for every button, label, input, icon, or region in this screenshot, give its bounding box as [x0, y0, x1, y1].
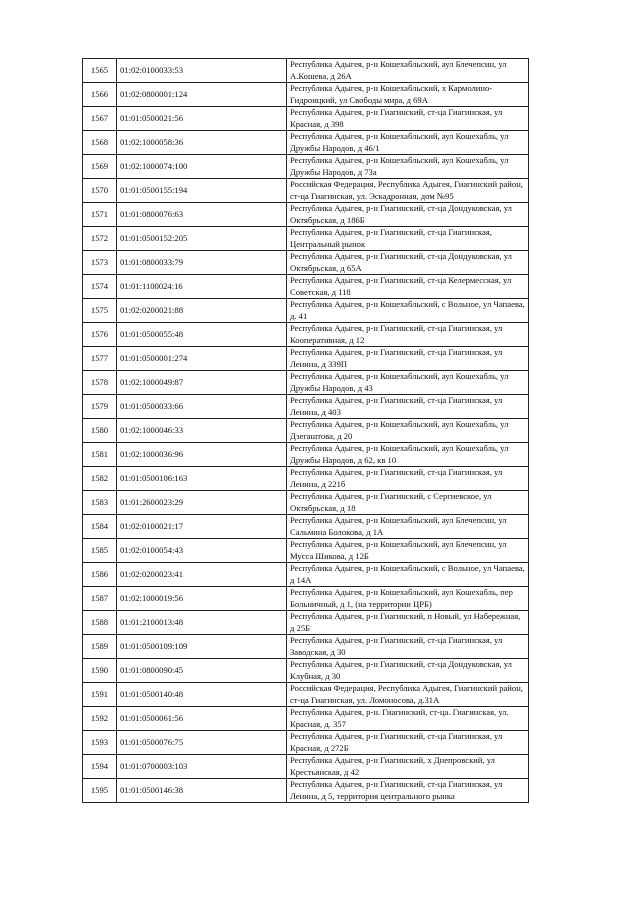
cadastral-number-cell: 01:01:0500033:66 [117, 395, 287, 419]
cadastral-number-cell: 01:02:0100033:53 [117, 59, 287, 83]
row-number-cell: 1578 [83, 371, 117, 395]
row-number-cell: 1568 [83, 131, 117, 155]
table-row [83, 659, 529, 683]
address-cell: Республика Адыгея, р-н Гиагинский, ст-ца Гиагинская, ул Заводская, д 30 [287, 635, 529, 659]
table-row [83, 347, 529, 371]
cadastral-number-cell: 01:02:0100054:43 [117, 539, 287, 563]
address-cell: Республика Адыгея, р-н Кошехабльский, аул Кошехабль, пер Больничный, д 1, (на территории ЦРБ) [287, 587, 529, 611]
address-cell: Республика Адыгея, р-н Кошехабльский, с Вольное, ул Чапаева, д. 41 [287, 299, 529, 323]
row-number-cell: 1566 [83, 83, 117, 107]
row-number-cell: 1593 [83, 731, 117, 755]
table-row [83, 515, 529, 539]
cadastral-number-cell: 01:01:0500152:205 [117, 227, 287, 251]
address-cell: Республика Адыгея, р-н Гиагинский, п Новый, ул Набережная, д 25Б [287, 611, 529, 635]
row-number-cell: 1591 [83, 683, 117, 707]
registry-table-body [83, 59, 529, 803]
address-cell: Республика Адыгея, р-н Кошехабльский, аул Блечепсин, ул А.Кошева, д 26А [287, 59, 529, 83]
table-row [83, 299, 529, 323]
address-cell: Российская Федерация, Республика Адыгея, Гиагинский район, ст-ца Гиагинская, ул. Эскадронная, дом №95 [287, 179, 529, 203]
address-cell: Республика Адыгея, р-н Гиагинский, х Днепровский, ул Крестьянская, д 42 [287, 755, 529, 779]
table-row [83, 779, 529, 803]
row-number-cell: 1571 [83, 203, 117, 227]
row-number-cell: 1569 [83, 155, 117, 179]
address-cell: Республика Адыгея, р-н Гиагинский, ст-ца Гиагинская, ул Ленина, д 403 [287, 395, 529, 419]
row-number-cell: 1584 [83, 515, 117, 539]
table-row [83, 587, 529, 611]
cadastral-number-cell: 01:01:0800076:63 [117, 203, 287, 227]
address-cell: Республика Адыгея, р-н Гиагинский, ст-ца Гиагинская, ул Ленина, д 339П [287, 347, 529, 371]
table-row [83, 59, 529, 83]
cadastral-number-cell: 01:02:0200021:88 [117, 299, 287, 323]
cadastral-number-cell: 01:02:1000046:33 [117, 419, 287, 443]
table-row [83, 443, 529, 467]
address-cell: Республика Адыгея, р-н Кошехабльский, аул Блечепсин, ул Сальмина Болокова, д 1А [287, 515, 529, 539]
row-number-cell: 1565 [83, 59, 117, 83]
cadastral-number-cell: 01:01:0500140:48 [117, 683, 287, 707]
address-cell: Республика Адыгея, р-н Кошехабльский, аул Кошехабль, ул Дружбы Народов, д 62, кв 10 [287, 443, 529, 467]
address-cell: Республика Адыгея, р-н Кошехабльский, аул Блечепсин, ул Мусса Шикова, д 12Б [287, 539, 529, 563]
table-row [83, 323, 529, 347]
row-number-cell: 1589 [83, 635, 117, 659]
cadastral-number-cell: 01:01:0800033:79 [117, 251, 287, 275]
cadastral-number-cell: 01:01:0500106:163 [117, 467, 287, 491]
cadastral-number-cell: 01:01:0500076:75 [117, 731, 287, 755]
cadastral-number-cell: 01:01:0800090:45 [117, 659, 287, 683]
table-row [83, 539, 529, 563]
address-cell: Республика Адыгея, р-н Кошехабльский, аул Кошехабль, ул Дружбы Народов, д 43 [287, 371, 529, 395]
row-number-cell: 1592 [83, 707, 117, 731]
address-cell: Республика Адыгея, р-н Гиагинский, ст-ца Дондуковская, ул Клубная, д 30 [287, 659, 529, 683]
registry-table [82, 58, 529, 803]
row-number-cell: 1576 [83, 323, 117, 347]
row-number-cell: 1575 [83, 299, 117, 323]
address-cell: Республика Адыгея, р-н Кошехабльский, х Кармолино-Гидроицкий, ул Свободы мира, д 69А [287, 83, 529, 107]
row-number-cell: 1574 [83, 275, 117, 299]
table-row [83, 131, 529, 155]
row-number-cell: 1588 [83, 611, 117, 635]
row-number-cell: 1582 [83, 467, 117, 491]
table-row [83, 755, 529, 779]
row-number-cell: 1573 [83, 251, 117, 275]
row-number-cell: 1579 [83, 395, 117, 419]
cadastral-number-cell: 01:02:0800001:124 [117, 83, 287, 107]
address-cell: Республика Адыгея, р-н Гиагинский, ст-ца Келермесская, ул Советская, д 118 [287, 275, 529, 299]
cadastral-number-cell: 01:01:0500146:38 [117, 779, 287, 803]
cadastral-number-cell: 01:01:2100013:48 [117, 611, 287, 635]
row-number-cell: 1594 [83, 755, 117, 779]
row-number-cell: 1590 [83, 659, 117, 683]
cadastral-number-cell: 01:02:1000036:96 [117, 443, 287, 467]
cadastral-number-cell: 01:01:0700003:103 [117, 755, 287, 779]
row-number-cell: 1595 [83, 779, 117, 803]
cadastral-number-cell: 01:01:0500155:194 [117, 179, 287, 203]
address-cell: Республика Адыгея, р-н Гиагинский, ст-ца Гиагинская, ул Ленина, д 5, территория центрального рынка [287, 779, 529, 803]
row-number-cell: 1577 [83, 347, 117, 371]
cadastral-number-cell: 01:02:0200023:41 [117, 563, 287, 587]
table-row [83, 707, 529, 731]
table-row [83, 467, 529, 491]
address-cell: Российская Федерация, Республика Адыгея, Гиагинский район, ст-ца Гиагинская, ул. Ломоносова, д.31А [287, 683, 529, 707]
address-cell: Республика Адыгея, р-н Кошехабльский, аул Кошехабль, ул Дружбы Народов, д 46/1 [287, 131, 529, 155]
table-row [83, 611, 529, 635]
cadastral-number-cell: 01:01:0500061:56 [117, 707, 287, 731]
address-cell: Республика Адыгея, р-н Гиагинский, ст-ца Гиагинская, Центральный рынок [287, 227, 529, 251]
row-number-cell: 1587 [83, 587, 117, 611]
table-row [83, 275, 529, 299]
table-row [83, 371, 529, 395]
table-row [83, 227, 529, 251]
cadastral-number-cell: 01:01:0500001:274 [117, 347, 287, 371]
address-cell: Республика Адыгея, р-н Гиагинский, ст-ца Гиагинская, ул Кооперативная, д 12 [287, 323, 529, 347]
cadastral-number-cell: 01:01:1100024:16 [117, 275, 287, 299]
address-cell: Республика Адыгея, р-н Кошехабльский, аул Кошехабль, ул Дзегаштова, д 20 [287, 419, 529, 443]
cadastral-number-cell: 01:01:0500021:56 [117, 107, 287, 131]
table-row [83, 683, 529, 707]
table-row [83, 731, 529, 755]
address-cell: Республика Адыгея, р-н Гиагинский, ст-ца Гиагинская, ул Красная, д 272Б [287, 731, 529, 755]
cadastral-number-cell: 01:01:0500109:109 [117, 635, 287, 659]
table-row [83, 155, 529, 179]
row-number-cell: 1567 [83, 107, 117, 131]
address-cell: Республика Адыгея, р-н Кошехабльский, с Вольное, ул Чапаева, д 14А [287, 563, 529, 587]
table-row [83, 491, 529, 515]
row-number-cell: 1586 [83, 563, 117, 587]
address-cell: Республика Адыгея, р-н Кошехабльский, аул Кошехабль, ул Дружбы Народов, д 73а [287, 155, 529, 179]
cadastral-number-cell: 01:01:2600023:29 [117, 491, 287, 515]
cadastral-number-cell: 01:02:0100021:17 [117, 515, 287, 539]
row-number-cell: 1585 [83, 539, 117, 563]
address-cell: Республика Адыгея, р-н Гиагинский, ст-ца Гиагинская, ул Ленина, д 221б [287, 467, 529, 491]
cadastral-number-cell: 01:02:1000074:100 [117, 155, 287, 179]
row-number-cell: 1583 [83, 491, 117, 515]
row-number-cell: 1581 [83, 443, 117, 467]
row-number-cell: 1572 [83, 227, 117, 251]
table-row [83, 203, 529, 227]
table-row [83, 395, 529, 419]
row-number-cell: 1580 [83, 419, 117, 443]
address-cell: Республика Адыгея, р-н Гиагинский, ст-ца Дондуковская, ул Октябрьская, д 65А [287, 251, 529, 275]
cadastral-number-cell: 01:01:0500055:48 [117, 323, 287, 347]
cadastral-number-cell: 01:02:1000058:36 [117, 131, 287, 155]
table-row [83, 179, 529, 203]
table-row [83, 107, 529, 131]
table-row [83, 83, 529, 107]
row-number-cell: 1570 [83, 179, 117, 203]
address-cell: Республика Адыгея, р-н Гиагинский, ст-ца Дондуковская, ул Октябрьская, д 186Б [287, 203, 529, 227]
table-row [83, 563, 529, 587]
address-cell: Республика Адыгея, р-н. Гиагинский, ст-ца. Гиагинская, ул. Красная, д. 357 [287, 707, 529, 731]
table-row [83, 419, 529, 443]
table-row [83, 635, 529, 659]
cadastral-number-cell: 01:02:1000049:87 [117, 371, 287, 395]
address-cell: Республика Адыгея, р-н Гиагинский, ст-ца Гиагинская, ул Красная, д 398 [287, 107, 529, 131]
table-row [83, 251, 529, 275]
address-cell: Республика Адыгея, р-н Гиагинский, с Сергиевское, ул Октябрьская, д 18 [287, 491, 529, 515]
cadastral-number-cell: 01:02:1000019:56 [117, 587, 287, 611]
